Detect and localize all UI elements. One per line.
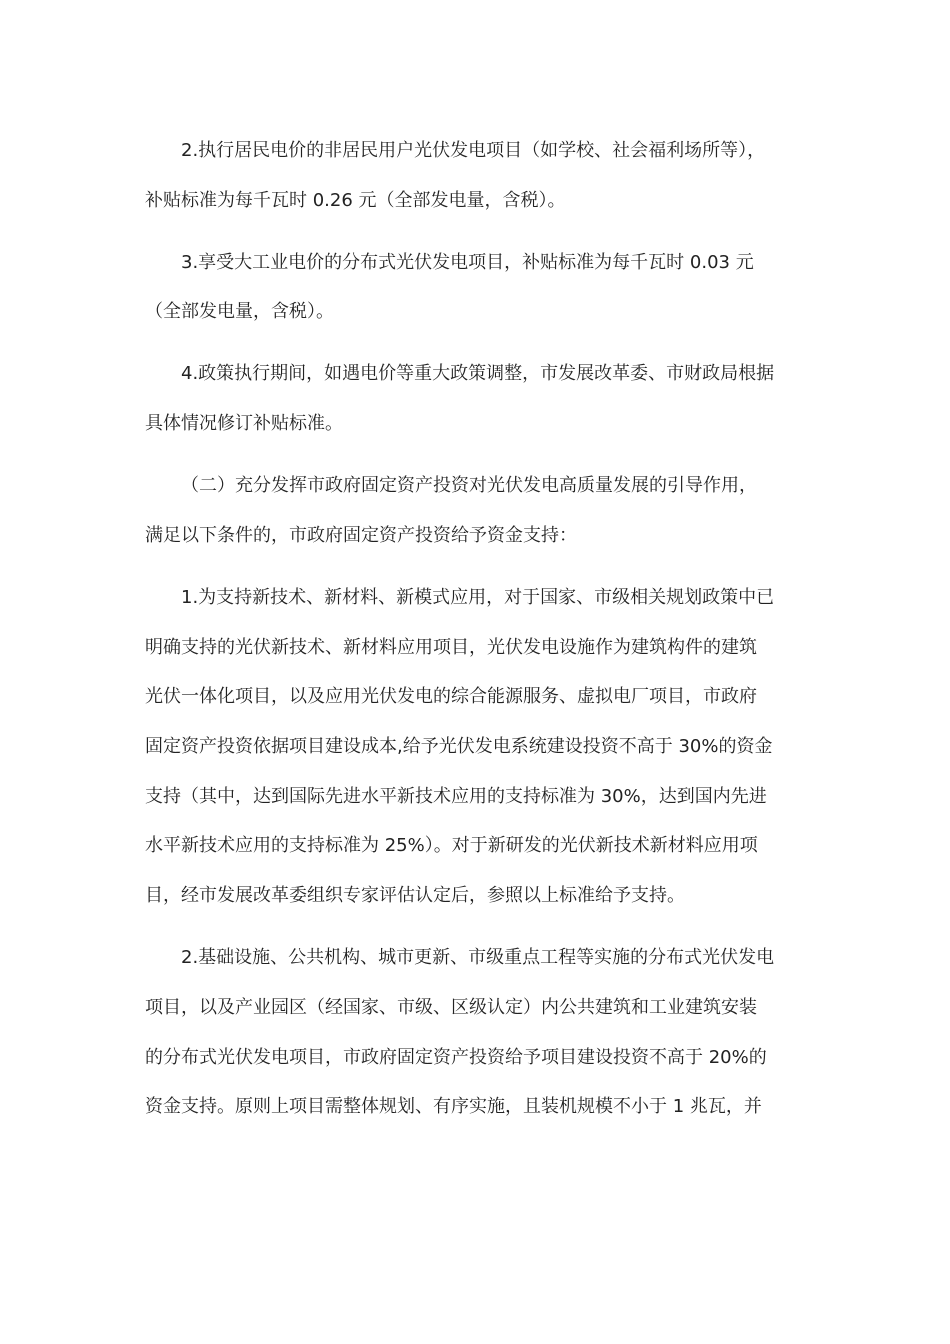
paragraph-line: 1.为支持新技术、新材料、新模式应用，对于国家、市级相关规划政策中已 — [181, 587, 775, 608]
paragraph-line: （全部发电量，含税）。 — [145, 301, 334, 322]
paragraph-line: 3.享受大工业电价的分布式光伏发电项目，补贴标准为每千瓦时 0.03 元 — [181, 252, 754, 273]
paragraph-line: 满足以下条件的，市政府固定资产投资给予资金支持： — [145, 525, 577, 546]
paragraph-line: 支持（其中，达到国际先进水平新技术应用的支持标准为 30%，达到国内先进 — [145, 786, 767, 807]
paragraph-line: 的分布式光伏发电项目，市政府固定资产投资给予项目建设投资不高于 20%的 — [145, 1047, 767, 1068]
paragraph-line: 目，经市发展改革委组织专家评估认定后，参照以上标准给予支持。 — [145, 885, 685, 906]
paragraph-line: 具体情况修订补贴标准。 — [145, 413, 343, 434]
paragraph-line: 明确支持的光伏新技术、新材料应用项目，光伏发电设施作为建筑构件的建筑 — [145, 637, 757, 658]
paragraph-line: 项目，以及产业园区（经国家、市级、区级认定）内公共建筑和工业建筑安装 — [145, 997, 757, 1018]
paragraph-line: 4.政策执行期间，如遇电价等重大政策调整，市发展改革委、市财政局根据 — [181, 363, 775, 384]
paragraph-line: 补贴标准为每千瓦时 0.26 元（全部发电量，含税）。 — [145, 190, 566, 211]
paragraph-line: （二）充分发挥市政府固定资产投资对光伏发电高质量发展的引导作用， — [181, 475, 757, 496]
paragraph-line: 资金支持。原则上项目需整体规划、有序实施，且装机规模不小于 1 兆瓦，并 — [145, 1096, 762, 1117]
paragraph-line: 固定资产投资依据项目建设成本,给予光伏发电系统建设投资不高于 30%的资金 — [145, 736, 773, 757]
paragraph-line: 光伏一体化项目，以及应用光伏发电的综合能源服务、虚拟电厂项目，市政府 — [145, 686, 757, 707]
paragraph-line: 2.基础设施、公共机构、城市更新、市级重点工程等实施的分布式光伏发电 — [181, 947, 775, 968]
paragraph-line: 水平新技术应用的支持标准为 25%）。对于新研发的光伏新技术新材料应用项 — [145, 835, 758, 856]
paragraph-line: 2.执行居民电价的非居民用户光伏发电项目（如学校、社会福利场所等）， — [181, 140, 766, 161]
